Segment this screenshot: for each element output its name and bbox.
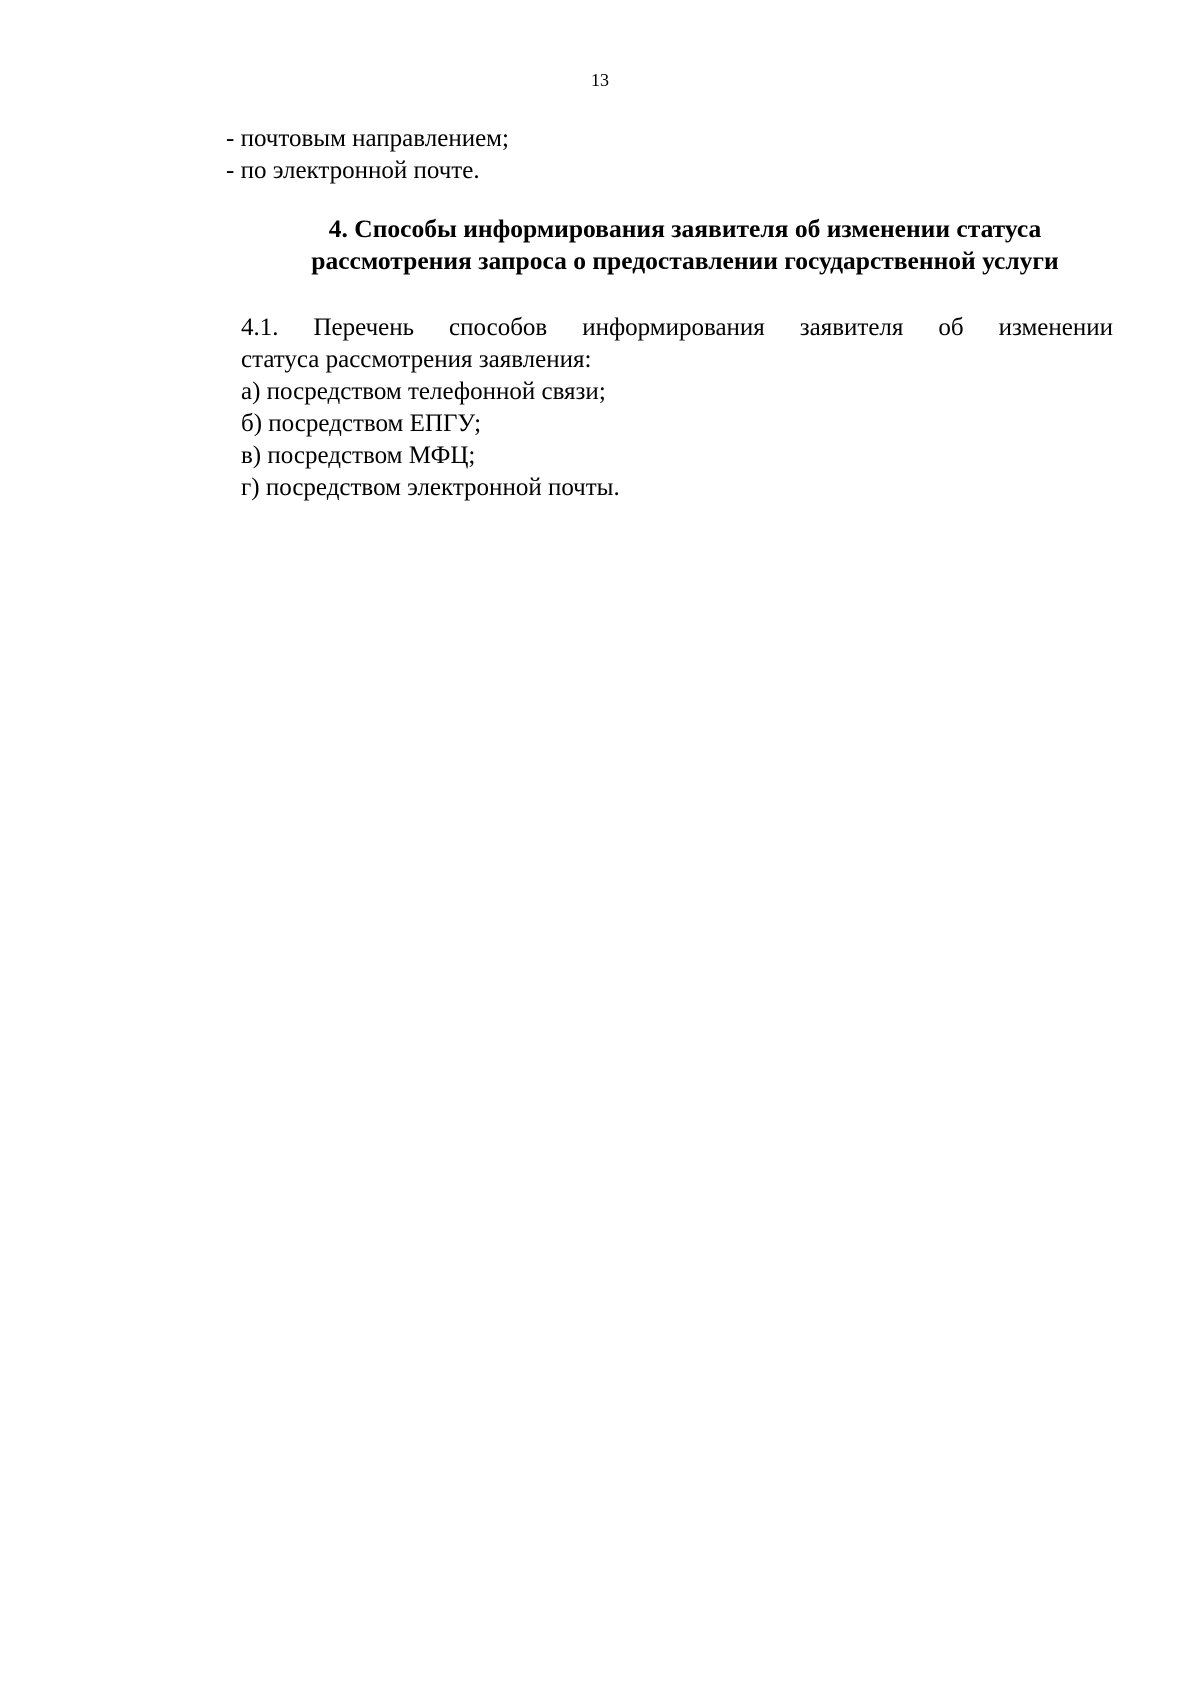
paragraph-line: 4.1. Перечень способов информирования заявителя об изменении — [241, 314, 1113, 341]
list-item: г) посредством электронной почты. — [241, 474, 620, 501]
page-number: 13 — [591, 70, 609, 90]
list-item: - по электронной почте. — [226, 157, 480, 184]
section-heading-line: рассмотрения запроса о предоставлении государственной услуги — [311, 246, 1059, 275]
section-heading — [180, 213, 1190, 277]
list-item: в) посредством МФЦ; — [241, 442, 476, 469]
delivery-methods-list — [226, 123, 1126, 187]
list-item: б) посредством ЕПГУ; — [241, 410, 482, 437]
list-item: - почтовым направлением; — [226, 125, 509, 152]
section-heading-line: 4. Способы информирования заявителя об изменении статуса — [328, 214, 1042, 243]
paragraph-line: статуса рассмотрения заявления: — [241, 346, 592, 373]
section-body — [241, 312, 1113, 504]
list-item: а) посредством телефонной связи; — [241, 378, 606, 405]
